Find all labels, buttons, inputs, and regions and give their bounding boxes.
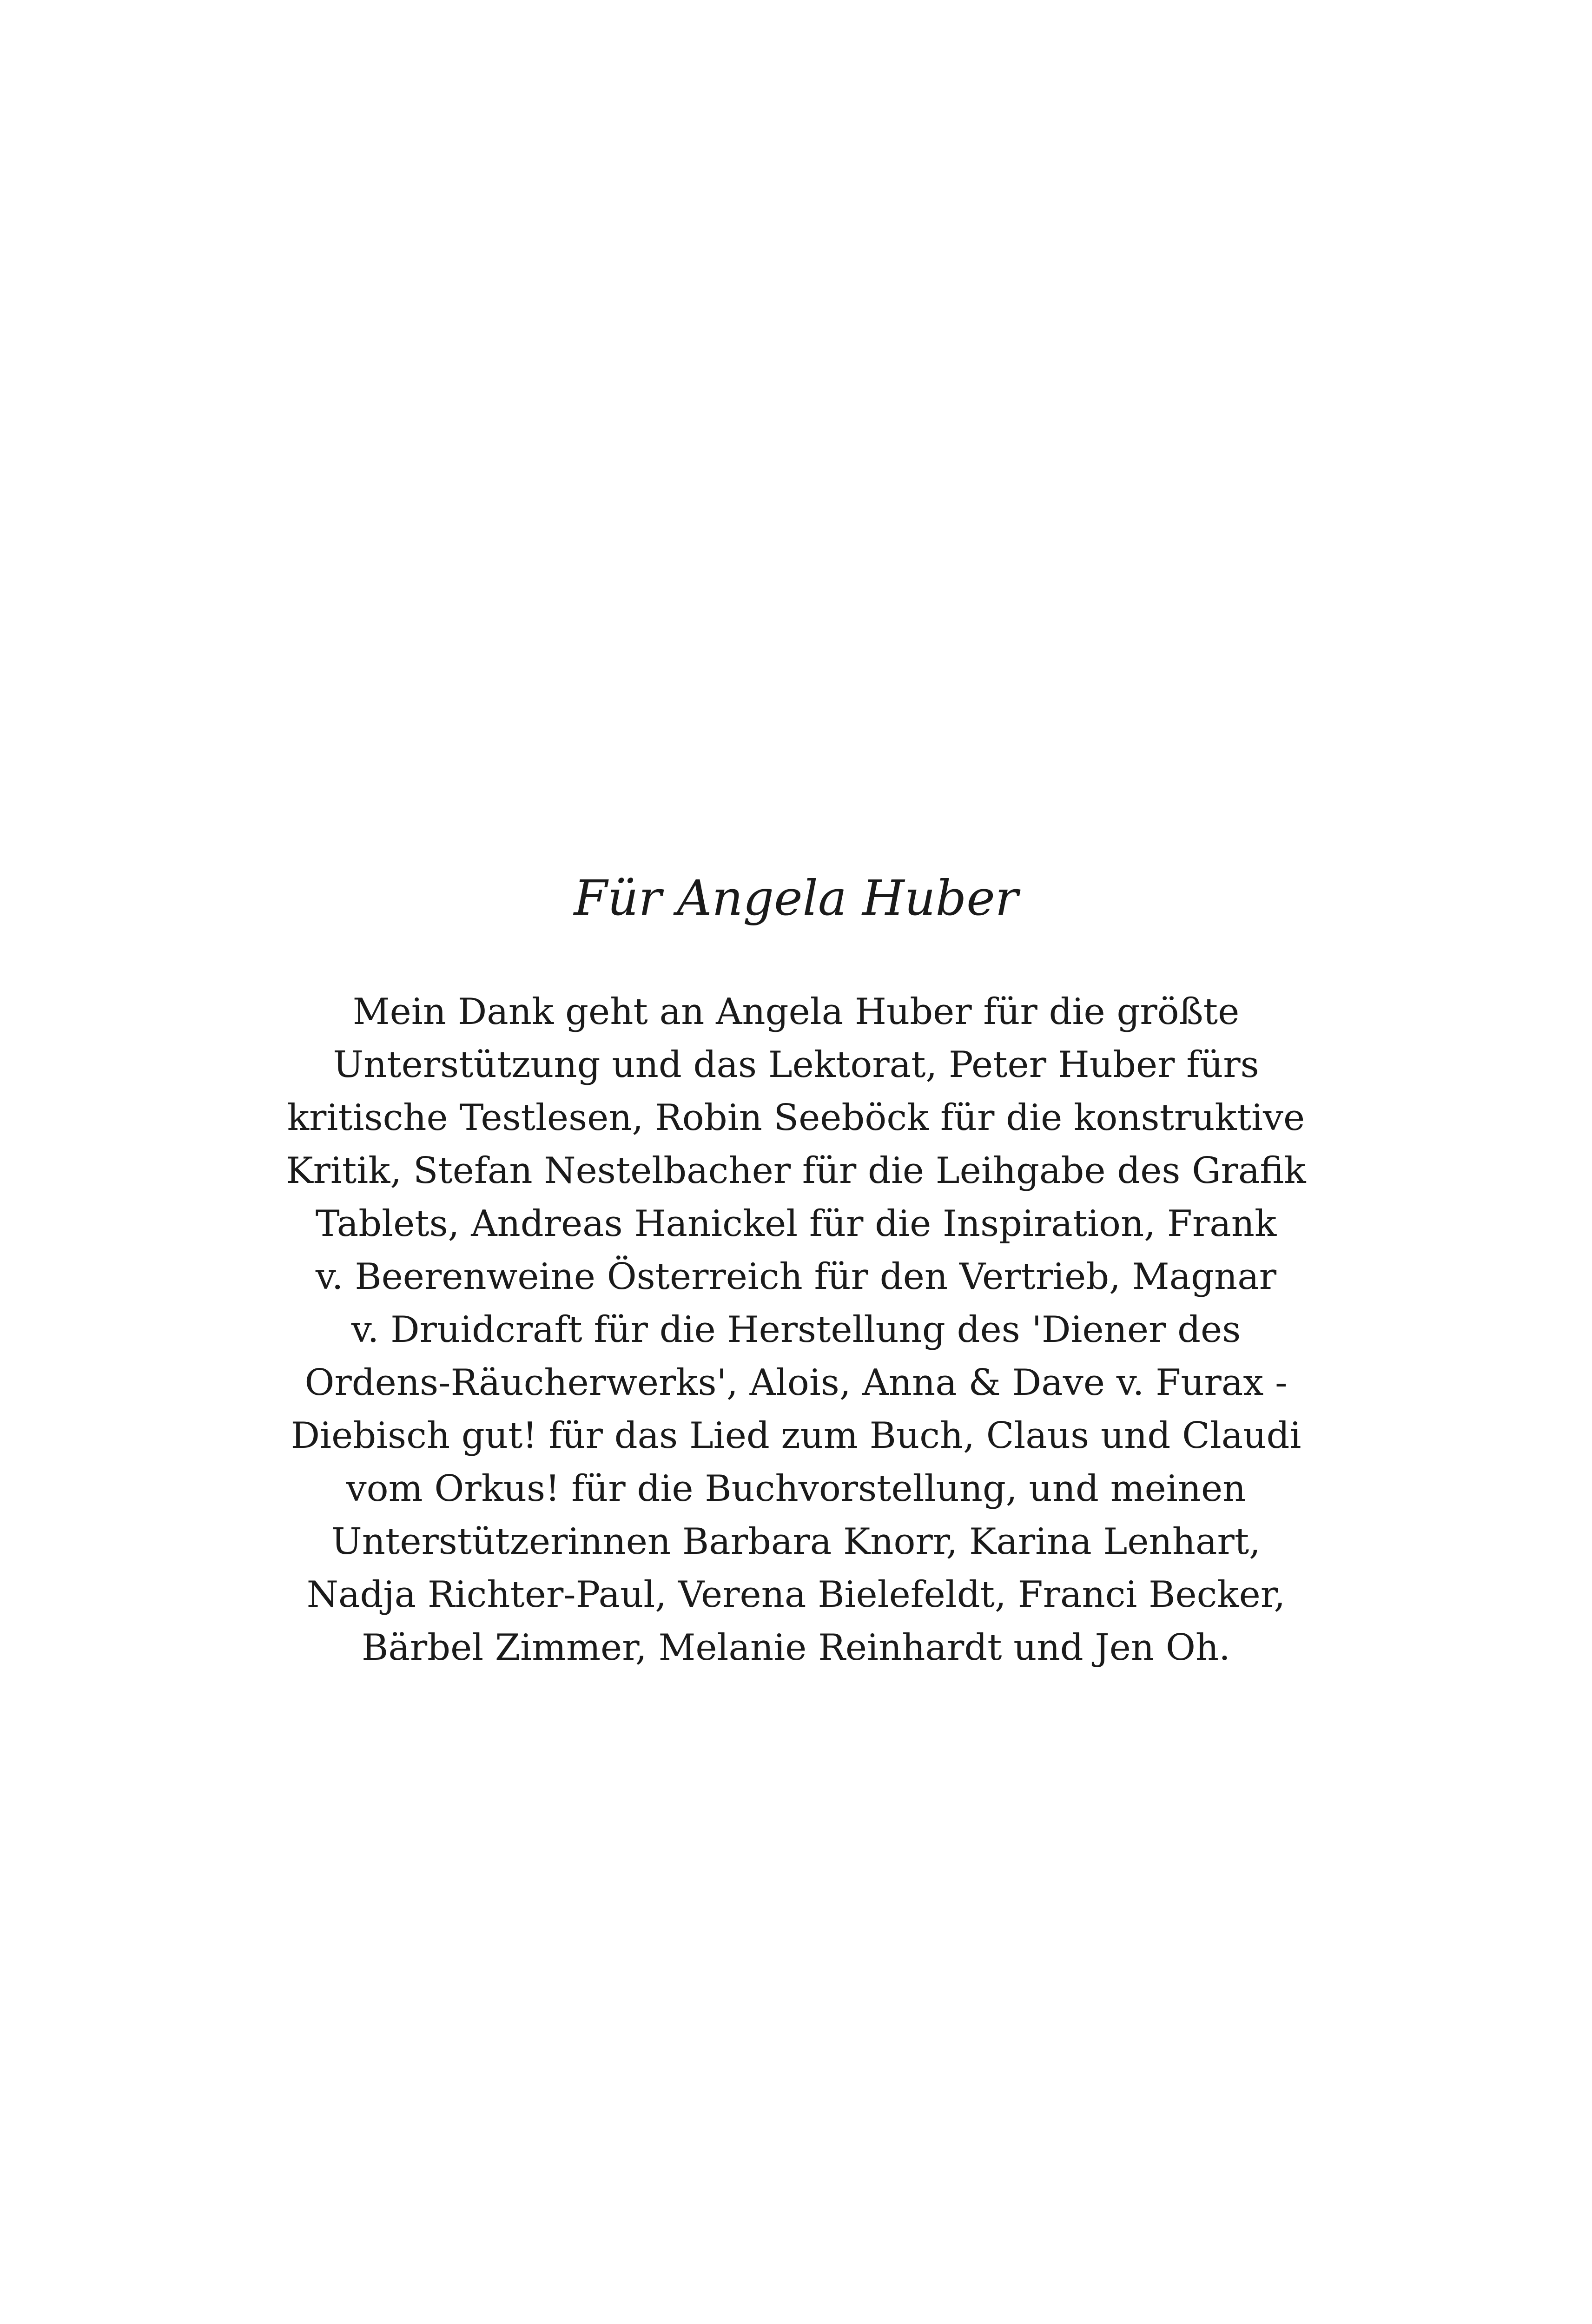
acknowledgement-line: Unterstützung und das Lektorat, Peter Huber fürs [333, 1044, 1259, 1086]
acknowledgement-line: Kritik, Stefan Nestelbacher für die Leihgabe des Grafik [286, 1150, 1306, 1192]
acknowledgement-line: Mein Dank geht an Angela Huber für die größte [352, 991, 1240, 1033]
acknowledgement-line: vom Orkus! für die Buchvorstellung, und meinen [346, 1468, 1246, 1510]
acknowledgement-line: Unterstützerinnen Barbara Knorr, Karina Lenhart, [331, 1521, 1261, 1563]
acknowledgement-line: kritische Testlesen, Robin Seeböck für die konstruktive [287, 1097, 1305, 1139]
dedication-title: Für Angela Huber [574, 870, 1018, 926]
acknowledgement-line: Diebisch gut! für das Lied zum Buch, Claus und Claudi [291, 1415, 1301, 1457]
acknowledgement-line: Bärbel Zimmer, Melanie Reinhardt und Jen Oh. [362, 1627, 1230, 1669]
acknowledgement-line: Ordens-Räucherwerks', Alois, Anna & Dave v. Furax - [304, 1362, 1288, 1404]
acknowledgement-line: Tablets, Andreas Hanickel für die Inspiration, Frank [315, 1203, 1277, 1245]
acknowledgement-line: Nadja Richter-Paul, Verena Bielefeldt, Franci Becker, [306, 1574, 1286, 1616]
acknowledgements-paragraph [0, 985, 1592, 1674]
acknowledgement-line: v. Druidcraft für die Herstellung des 'Diener des [351, 1309, 1241, 1351]
acknowledgement-line: v. Beerenweine Österreich für den Vertrieb, Magnar [315, 1256, 1277, 1298]
